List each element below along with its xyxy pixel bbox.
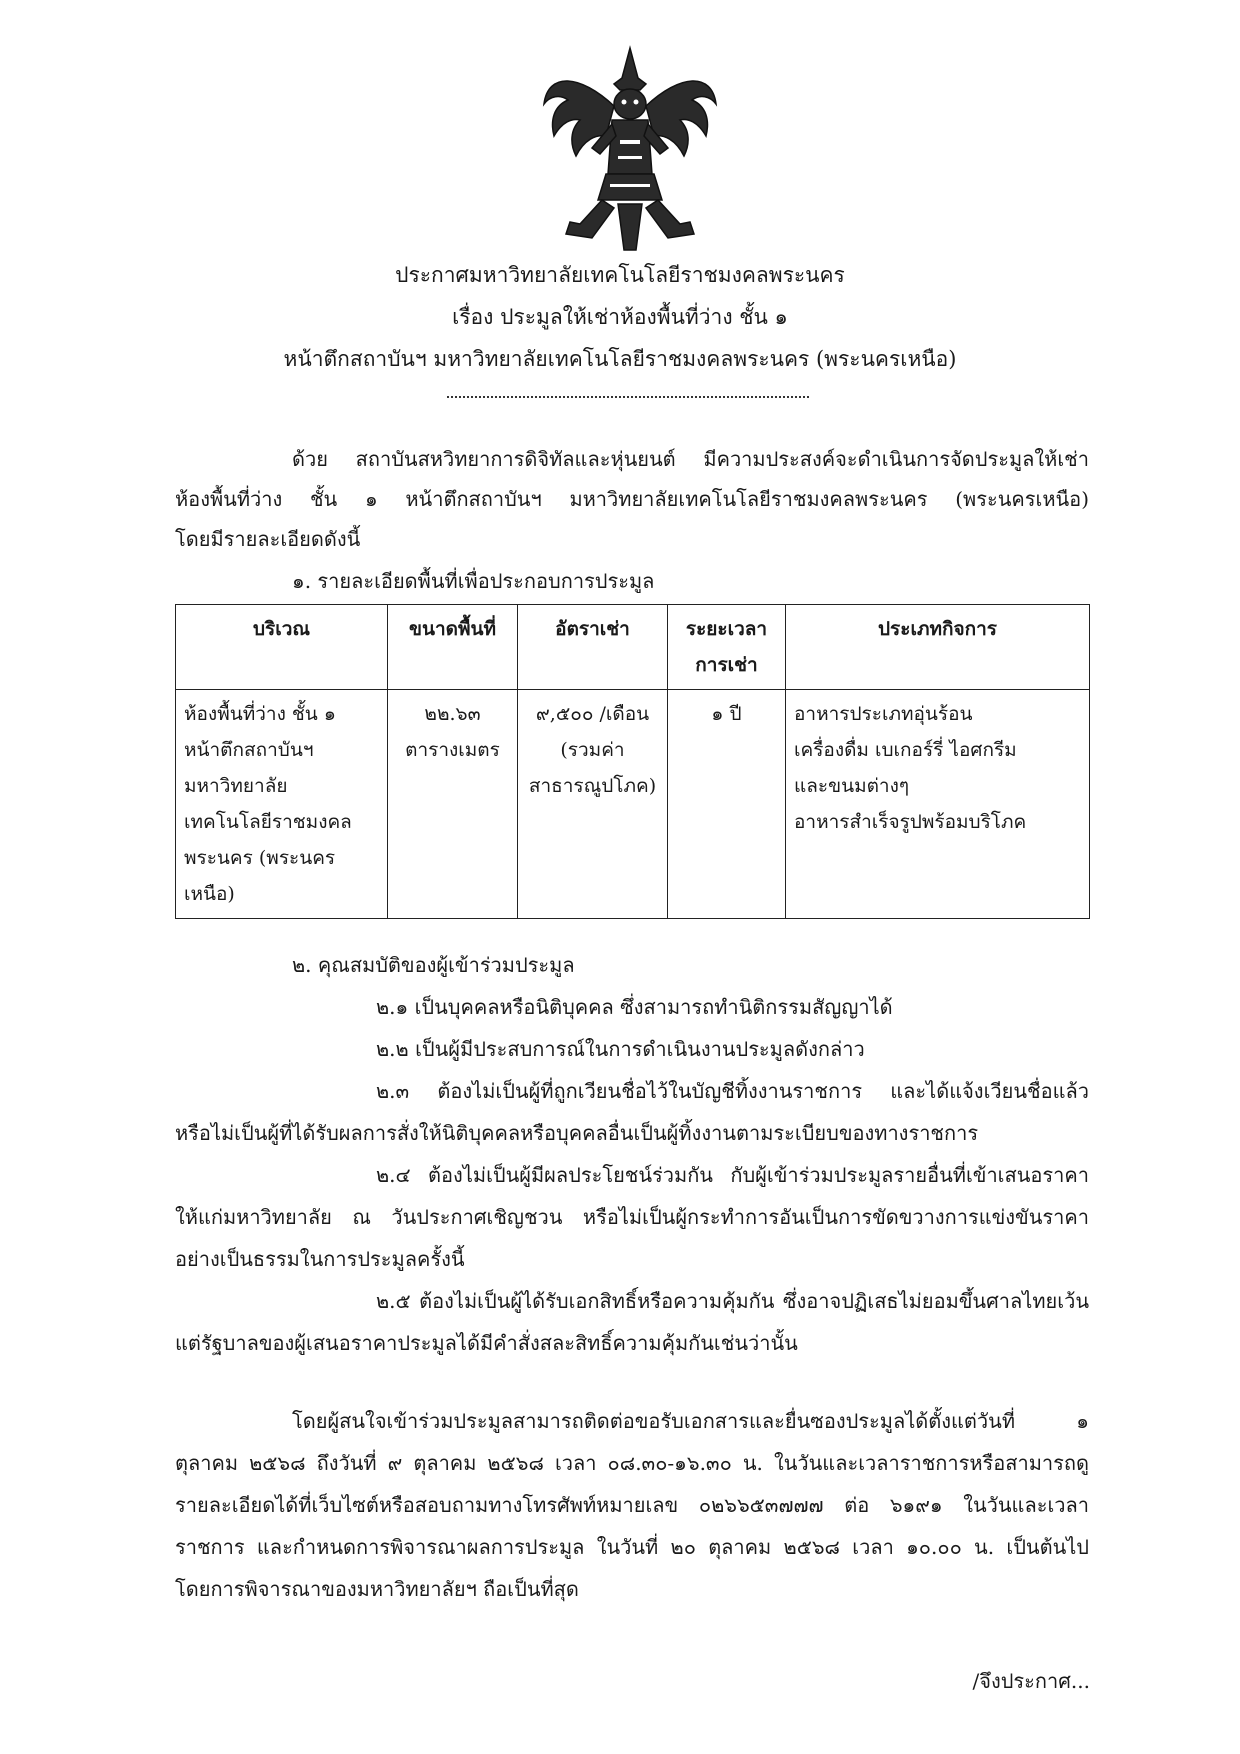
qualification-2-3-line-2: หรือไม่เป็นผู้ที่ได้รับผลการสั่งให้นิติบุคคลหรือบุคคลอื่นเป็นผู้ทิ้งงานตามระเบียบของทางราชการ: [175, 1121, 979, 1145]
intro-line-1: ด้วย สถาบันสหวิทยาการดิจิทัลและหุ่นยนต์ มีความประสงค์จะดำเนินการจัดประมูลให้เช่า: [292, 447, 1089, 471]
header-business-type: ประเภทกิจการ: [786, 605, 1090, 690]
business-line: และขนมต่างๆ: [794, 775, 910, 797]
announcement-location: หน้าตึกสถาบันฯ มหาวิทยาลัยเทคโนโลยีราชมงคลพระนคร (พระนครเหนือ): [283, 347, 957, 371]
size-unit: ตารางเมตร: [405, 739, 500, 761]
qualification-2-1: ๒.๑ เป็นบุคคลหรือนิติบุคคล ซึ่งสามารถทำนิติกรรมสัญญาได้: [376, 995, 893, 1019]
rate-line: สาธารณูปโภค): [528, 775, 657, 797]
qualification-2-5-line-2: แต่รัฐบาลของผู้เสนอราคาประมูลได้มีคำสั่งสละสิทธิ์ความคุ้มกันเช่นว่านั้น: [175, 1331, 798, 1355]
cell-duration: [668, 690, 786, 919]
qualification-2-4-line-2: ให้แก่มหาวิทยาลัย ณ วันประกาศเชิญชวน หรือไม่เป็นผู้กระทำการอันเป็นการขัดขวางการแข่งขันราคา: [175, 1205, 1089, 1229]
announcement-subject: เรื่อง ประมูลให้เช่าห้องพื้นที่ว่าง ชั้น ๑: [452, 305, 788, 329]
area-line: พระนคร (พระนคร: [184, 847, 336, 869]
closing-line-2: ตุลาคม ๒๕๖๘ ถึงวันที่ ๙ ตุลาคม ๒๕๖๘ เวลา ๐๘.๓๐-๑๖.๓๐ น. ในวันและเวลาราชการหรือสามารถดู: [175, 1451, 1089, 1475]
closing-line-4: ราชการ และกำหนดการพิจารณาผลการประมูล ในวันที่ ๒๐ ตุลาคม ๒๕๖๘ เวลา ๑๐.๐๐ น. เป็นต้นไป: [175, 1535, 1089, 1559]
area-line: มหาวิทยาลัย: [184, 775, 288, 797]
cell-area: [176, 690, 388, 919]
cell-size: [388, 690, 518, 919]
table-row: [176, 690, 1090, 919]
rate-line: (รวมค่า: [560, 739, 625, 761]
cell-business-type: [786, 690, 1090, 919]
size-value: ๒๒.๖๓: [424, 703, 481, 725]
business-line: อาหารประเภทอุ่นร้อน: [794, 703, 973, 725]
header-duration: [668, 605, 786, 690]
header-size: ขนาดพื้นที่: [388, 605, 518, 690]
header-rate: อัตราเช่า: [518, 605, 668, 690]
qualification-2-3-line-1: ๒.๓ ต้องไม่เป็นผู้ที่ถูกเวียนชื่อไว้ในบัญชีทิ้งงานราชการ และได้แจ้งเวียนชื่อแล้ว: [376, 1079, 1089, 1103]
title-dotted-divider: [447, 396, 809, 398]
area-line: ห้องพื้นที่ว่าง ชั้น ๑: [184, 703, 336, 725]
header-duration-line-1: ระยะเวลา: [685, 618, 768, 640]
garuda-emblem-icon: [540, 44, 720, 254]
area-line: เทคโนโลยีราชมงคล: [184, 811, 352, 833]
closing-line-5: โดยการพิจารณาของมหาวิทยาลัยฯ ถือเป็นที่สุด: [175, 1577, 579, 1601]
area-line: หน้าตึกสถาบันฯ: [184, 739, 314, 761]
area-line: เหนือ): [184, 883, 235, 905]
qualification-2-5-line-1: ๒.๕ ต้องไม่เป็นผู้ได้รับเอกสิทธิ์หรือความคุ้มกัน ซึ่งอาจปฏิเสธไม่ยอมขึ้นศาลไทยเว้น: [376, 1289, 1089, 1313]
intro-line-3: โดยมีรายละเอียดดังนี้: [175, 527, 361, 551]
section-1-heading: ๑. รายละเอียดพื้นที่เพื่อประกอบการประมูล: [292, 569, 655, 593]
announcement-title: ประกาศมหาวิทยาลัยเทคโนโลยีราชมงคลพระนคร: [395, 263, 845, 287]
closing-line-1: โดยผู้สนใจเข้าร่วมประมูลสามารถติดต่อขอรับเอกสารและยื่นซองประมูลได้ตั้งแต่วันที่ ๑: [292, 1409, 1089, 1433]
header-area: บริเวณ: [176, 605, 388, 690]
business-line: อาหารสำเร็จรูปพร้อมบริโภค: [794, 811, 1027, 833]
qualification-2-2: ๒.๒ เป็นผู้มีประสบการณ์ในการดำเนินงานประมูลดังกล่าว: [376, 1037, 865, 1061]
rate-line: ๙,๕๐๐ /เดือน: [535, 703, 650, 725]
table-header-row: [176, 605, 1090, 690]
header-duration-line-2: การเช่า: [695, 654, 758, 676]
qualification-2-4-line-1: ๒.๔ ต้องไม่เป็นผู้มีผลประโยชน์ร่วมกัน กับผู้เข้าร่วมประมูลรายอื่นที่เข้าเสนอราคา: [376, 1163, 1089, 1187]
rental-details-table: [175, 604, 1090, 919]
continuation-note: /จึงประกาศ...: [972, 1669, 1090, 1693]
qualification-2-4-line-3: อย่างเป็นธรรมในการประมูลครั้งนี้: [175, 1247, 465, 1271]
duration-value: ๑ ปี: [711, 703, 742, 725]
cell-rate: [518, 690, 668, 919]
intro-line-2: ห้องพื้นที่ว่าง ชั้น ๑ หน้าตึกสถาบันฯ มหาวิทยาลัยเทคโนโลยีราชมงคลพระนคร (พระนครเหนือ): [175, 487, 1089, 511]
section-2-heading: ๒. คุณสมบัติของผู้เข้าร่วมประมูล: [292, 953, 575, 977]
business-line: เครื่องดื่ม เบเกอร์รี่ ไอศกรีม: [794, 739, 1017, 761]
closing-line-3: รายละเอียดได้ที่เว็บไซต์หรือสอบถามทางโทรศัพท์หมายเลข ๐๒๖๖๕๓๗๗๗ ต่อ ๖๑๙๑ ในวันและเวลา: [175, 1493, 1089, 1517]
